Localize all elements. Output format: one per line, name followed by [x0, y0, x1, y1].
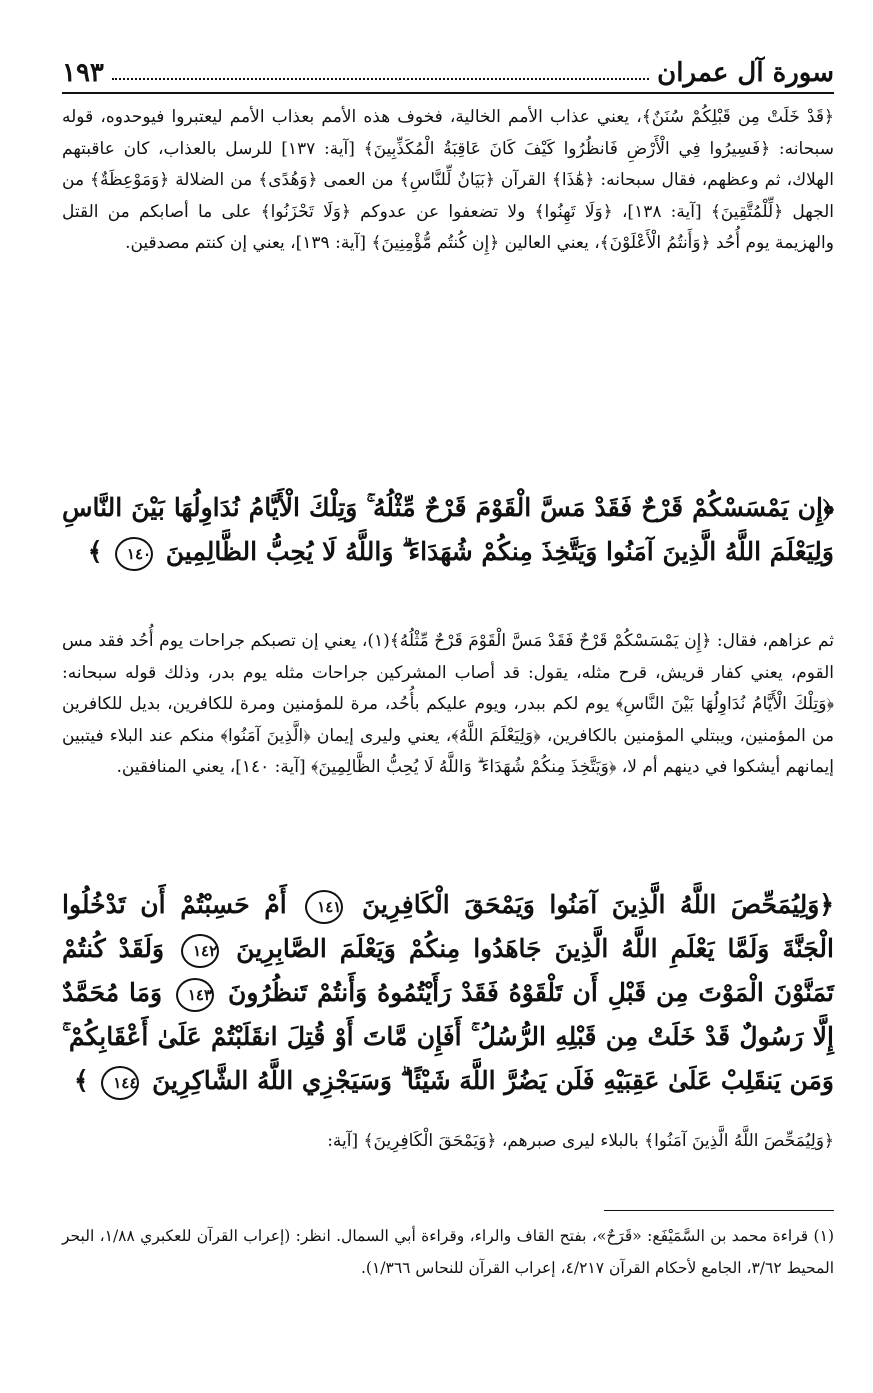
tafsir-paragraph-1: ﴿قَدْ خَلَتْ مِن قَبْلِكُمْ سُنَنٌ﴾، يعني عذاب الأمم الخالية، فخوف هذه الأمم بعذاب الأمم ليعتبروا فيوحدوه، قوله سبحانه: ﴿فَسِيرُوا فِي الْأَرْضِ فَانظُرُوا كَيْفَ كَانَ عَاقِبَةُ الْمُكَذِّبِينَ﴾ [آية: ١٣٧] للرسل بالعذاب، كان عاقبتهم الهلاك، ثم وعظهم، فقال سبحانه: ﴿هَٰذَا﴾ القرآن ﴿بَيَانٌ لِّلنَّاسِ﴾ من العمى ﴿وَهُدًى﴾ من الضلالة ﴿وَمَوْعِظَةٌ﴾ من الجهل ﴿لِّلْمُتَّقِينَ﴾ [آية: ١٣٨]، ﴿وَلَا تَهِنُوا﴾ ولا تضعفوا عن عدوكم ﴿وَلَا تَحْزَنُوا﴾ على ما أصابكم من القتل والهزيمة يوم أُحُد ﴿وَأَنتُمُ الْأَعْلَوْنَ﴾، يعني العالين ﴿إِن كُنتُم مُّؤْمِنِينَ﴾ [آية: ١٣٩]، يعني إن كنتم مصدقين. [62, 107, 834, 253]
ayah-number-141: ١٤١ [305, 890, 343, 924]
tafsir-paragraph-2: ثم عزاهم، فقال: ﴿إِن يَمْسَسْكُمْ قَرْحٌ فَقَدْ مَسَّ الْقَوْمَ قَرْحٌ مِّثْلُهُ﴾(١)، يعني إن تصبكم جراحات يوم أُحُد فقد مس القوم، يعني كفار قريش، قرح مثله، يقول: قد أصاب المشركين جراحات مثله يوم بدر، وذلك قوله سبحانه: ﴿وَتِلْكَ الْأَيَّامُ نُدَاوِلُهَا بَيْنَ النَّاسِ﴾ يوم لكم ببدر، ويوم عليكم بأُحُد، مرة للمؤمنين ومرة للكافرين، بديل للكافرين من المؤمنين، ويبتلي المؤمنين بالكافرين، ﴿وَلِيَعْلَمَ اللَّهُ﴾، يعني وليرى إيمان ﴿الَّذِينَ آمَنُوا﴾ منكم عند البلاء فيتبين إيمانهم أيشكوا في دينهم أم لا، ﴿وَيَتَّخِذَ مِنكُمْ شُهَدَاءَ ۗ وَاللَّهُ لَا يُحِبُّ الظَّالِمِينَ﴾ [آية: ١٤٠]، يعني المنافقين. [62, 631, 834, 777]
page-header [62, 48, 834, 88]
ayah-number-143: ١٤٣ [176, 978, 214, 1012]
verse-142-text: أَمْ حَسِبْتُمْ أَن تَدْخُلُوا الْجَنَّةَ وَلَمَّا يَعْلَمِ اللَّهُ الَّذِينَ جَاهَدُوا مِنكُمْ وَيَعْلَمَ الصَّابِرِينَ [62, 890, 834, 963]
footnote-divider [604, 1210, 834, 1211]
verse-141-text: ﴿وَلِيُمَحِّصَ اللَّهُ الَّذِينَ آمَنُوا وَيَمْحَقَ الْكَافِرِينَ [361, 890, 834, 919]
verse-close-bracket: ﴾ [74, 1066, 89, 1095]
ayah-number-144: ١٤٤ [101, 1066, 139, 1100]
header-rule [62, 92, 834, 94]
verse-block-141-144 [62, 883, 834, 1103]
ayah-number-142: ١٤٢ [181, 934, 219, 968]
book-page [62, 48, 834, 1368]
verse-close-bracket: ﴾ [87, 537, 103, 566]
footnote-1: (١) قراءة محمد بن السَّمَيْفَع: «قَرَحٌ»، بفتح القاف والراء، وقراءة أبي السمال. انظر: (إعراب القرآن للعكبري ١/٨٨، البحر المحيط ٣/٦٢، الجامع لأحكام القرآن ٤/٢١٧، إعراب القرآن للنحاس ١/٣٦٦). [62, 1227, 834, 1277]
tafsir-paragraph-3: ﴿وَلِيُمَحِّصَ اللَّهُ الَّذِينَ آمَنُوا﴾ بالبلاء ليرى صبرهم، ﴿وَيَمْحَقَ الْكَافِرِينَ﴾ [آية: [327, 1131, 834, 1151]
surah-title: سورة آل عمران [657, 58, 834, 88]
page-number: ١٩٣ [62, 58, 104, 88]
verse-block-140 [62, 486, 834, 574]
verse-144-text: وَمَا مُحَمَّدٌ إِلَّا رَسُولٌ قَدْ خَلَتْ مِن قَبْلِهِ الرُّسُلُ ۚ أَفَإِن مَّاتَ أَوْ قُتِلَ انقَلَبْتُمْ عَلَىٰ أَعْقَابِكُمْ ۚ وَمَن يَنقَلِبْ عَلَىٰ عَقِبَيْهِ فَلَن يَضُرَّ اللَّهَ شَيْئًا ۗ وَسَيَجْزِي اللَّهُ الشَّاكِرِينَ [62, 978, 834, 1095]
ayah-number-140: ١٤٠ [115, 537, 153, 571]
verse-143-text: وَلَقَدْ كُنتُمْ تَمَنَّوْنَ الْمَوْتَ مِن قَبْلِ أَن تَلْقَوْهُ فَقَدْ رَأَيْتُمُوهُ وَأَنتُمْ تَنظُرُونَ [62, 934, 834, 1007]
verse-140-text: ﴿إِن يَمْسَسْكُمْ قَرْحٌ فَقَدْ مَسَّ الْقَوْمَ قَرْحٌ مِّثْلُهُ ۚ وَتِلْكَ الْأَيَّامُ نُدَاوِلُهَا بَيْنَ النَّاسِ وَلِيَعْلَمَ اللَّهُ الَّذِينَ آمَنُوا وَيَتَّخِذَ مِنكُمْ شُهَدَاءَ ۗ وَاللَّهُ لَا يُحِبُّ الظَّالِمِينَ [62, 493, 834, 566]
header-dots [112, 78, 649, 80]
